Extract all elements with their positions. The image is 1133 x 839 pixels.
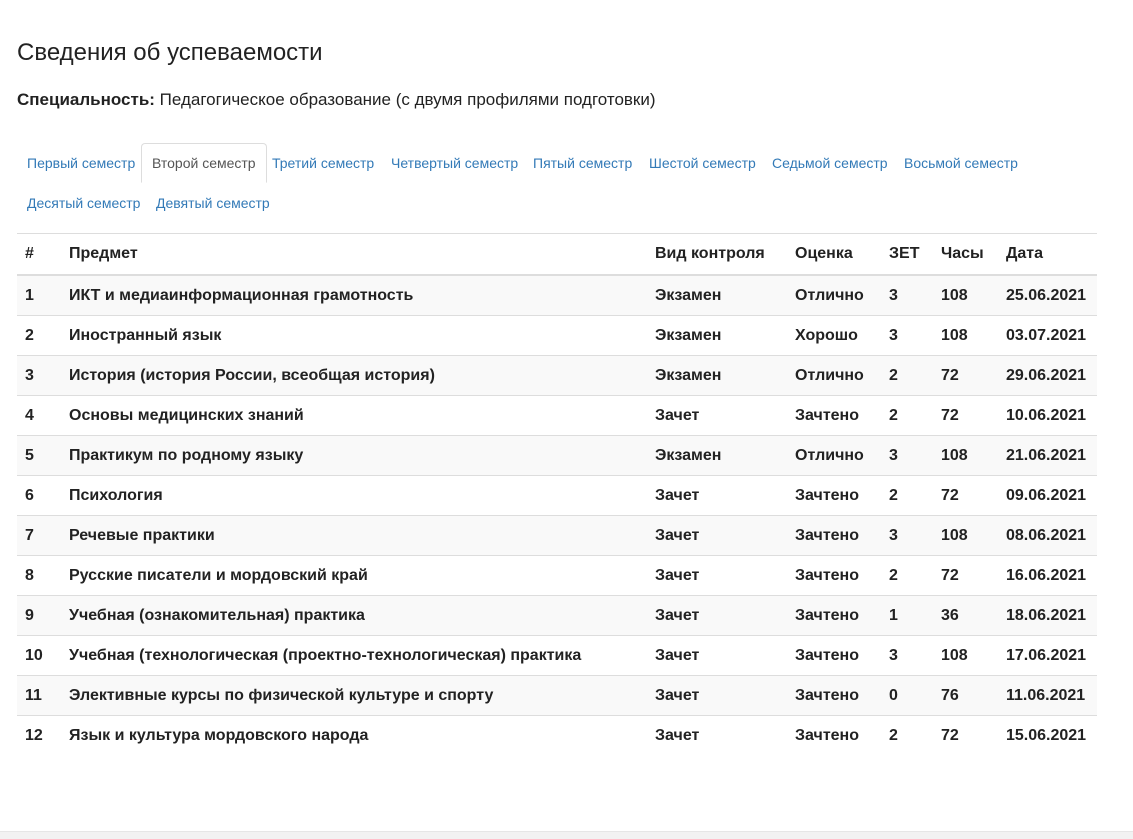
row-grade: Зачтено	[787, 676, 881, 716]
row-grade: Зачтено	[787, 396, 881, 436]
table-row	[17, 636, 1097, 676]
row-date: 03.07.2021	[998, 316, 1097, 356]
row-credits: 3	[881, 275, 933, 316]
row-credits: 2	[881, 356, 933, 396]
row-date: 17.06.2021	[998, 636, 1097, 676]
table-row	[17, 516, 1097, 556]
row-control-type: Зачет	[647, 516, 787, 556]
row-date: 09.06.2021	[998, 476, 1097, 516]
row-subject: Основы медицинских знаний	[61, 396, 647, 436]
row-control-type: Зачет	[647, 716, 787, 756]
row-grade: Отлично	[787, 436, 881, 476]
row-date: 15.06.2021	[998, 716, 1097, 756]
page-title: Сведения об успеваемости	[17, 39, 323, 66]
row-number: 6	[17, 476, 61, 516]
row-date: 10.06.2021	[998, 396, 1097, 436]
row-date: 21.06.2021	[998, 436, 1097, 476]
table-row	[17, 676, 1097, 716]
row-credits: 2	[881, 556, 933, 596]
row-date: 16.06.2021	[998, 556, 1097, 596]
row-number: 4	[17, 396, 61, 436]
row-date: 29.06.2021	[998, 356, 1097, 396]
row-date: 18.06.2021	[998, 596, 1097, 636]
table-row	[17, 275, 1097, 316]
row-control-type: Экзамен	[647, 356, 787, 396]
col-header-control-type: Вид контроля	[647, 234, 787, 276]
row-grade: Зачтено	[787, 596, 881, 636]
row-grade: Зачтено	[787, 476, 881, 516]
specialty-line	[17, 88, 656, 112]
row-subject: ИКТ и медиаинформационная грамотность	[61, 275, 647, 316]
row-hours: 36	[933, 596, 998, 636]
tab-semester-1[interactable]: Первый семестр	[27, 155, 136, 171]
row-control-type: Зачет	[647, 396, 787, 436]
row-credits: 0	[881, 676, 933, 716]
table-row	[17, 396, 1097, 436]
row-credits: 2	[881, 396, 933, 436]
tab-semester-8[interactable]: Восьмой семестр	[904, 155, 1018, 171]
row-hours: 72	[933, 716, 998, 756]
row-grade: Зачтено	[787, 556, 881, 596]
row-grade: Отлично	[787, 275, 881, 316]
row-number: 11	[17, 676, 61, 716]
row-number: 5	[17, 436, 61, 476]
row-control-type: Зачет	[647, 636, 787, 676]
row-credits: 2	[881, 716, 933, 756]
col-header-subject: Предмет	[61, 234, 647, 276]
row-number: 12	[17, 716, 61, 756]
row-hours: 72	[933, 476, 998, 516]
row-hours: 108	[933, 275, 998, 316]
specialty-label: Специальность:	[17, 90, 155, 109]
row-control-type: Экзамен	[647, 316, 787, 356]
row-grade: Отлично	[787, 356, 881, 396]
row-date: 08.06.2021	[998, 516, 1097, 556]
row-hours: 108	[933, 636, 998, 676]
row-subject: Иностранный язык	[61, 316, 647, 356]
row-control-type: Зачет	[647, 596, 787, 636]
row-grade: Зачтено	[787, 636, 881, 676]
row-control-type: Зачет	[647, 676, 787, 716]
row-date: 11.06.2021	[998, 676, 1097, 716]
row-grade: Хорошо	[787, 316, 881, 356]
col-header-number: #	[17, 234, 61, 276]
row-credits: 3	[881, 636, 933, 676]
row-subject: Учебная (ознакомительная) практика	[61, 596, 647, 636]
row-number: 3	[17, 356, 61, 396]
row-hours: 72	[933, 556, 998, 596]
row-hours: 108	[933, 436, 998, 476]
row-credits: 3	[881, 516, 933, 556]
col-header-credits: ЗЕТ	[881, 234, 933, 276]
table-row	[17, 436, 1097, 476]
row-subject: Речевые практики	[61, 516, 647, 556]
col-header-grade: Оценка	[787, 234, 881, 276]
table-row	[17, 476, 1097, 516]
row-subject: Элективные курсы по физической культуре и спорту	[61, 676, 647, 716]
table-row	[17, 316, 1097, 356]
row-grade: Зачтено	[787, 716, 881, 756]
row-hours: 108	[933, 316, 998, 356]
table-body	[17, 275, 1097, 755]
row-date: 25.06.2021	[998, 275, 1097, 316]
row-subject: Учебная (технологическая (проектно-технологическая) практика	[61, 636, 647, 676]
tab-semester-7[interactable]: Седьмой семестр	[772, 155, 888, 171]
row-subject: Язык и культура мордовского народа	[61, 716, 647, 756]
row-control-type: Зачет	[647, 556, 787, 596]
row-number: 1	[17, 275, 61, 316]
row-credits: 2	[881, 476, 933, 516]
table-row	[17, 356, 1097, 396]
row-credits: 3	[881, 316, 933, 356]
table-row	[17, 556, 1097, 596]
tab-semester-2[interactable]: Второй семестр	[141, 143, 267, 183]
tab-semester-9[interactable]: Девятый семестр	[156, 195, 270, 211]
row-subject: История (история России, всеобщая история)	[61, 356, 647, 396]
row-credits: 1	[881, 596, 933, 636]
specialty-value: Педагогическое образование (с двумя профилями подготовки)	[159, 90, 656, 109]
row-hours: 108	[933, 516, 998, 556]
row-subject: Практикум по родному языку	[61, 436, 647, 476]
row-control-type: Экзамен	[647, 436, 787, 476]
col-header-date: Дата	[998, 234, 1097, 276]
row-control-type: Зачет	[647, 476, 787, 516]
row-subject: Русские писатели и мордовский край	[61, 556, 647, 596]
tab-semester-3[interactable]: Третий семестр	[272, 155, 375, 171]
row-number: 8	[17, 556, 61, 596]
row-number: 2	[17, 316, 61, 356]
table-row	[17, 596, 1097, 636]
table-row	[17, 716, 1097, 756]
row-hours: 72	[933, 396, 998, 436]
row-control-type: Экзамен	[647, 275, 787, 316]
tab-semester-4[interactable]: Четвертый семестр	[391, 155, 519, 171]
row-credits: 3	[881, 436, 933, 476]
row-number: 7	[17, 516, 61, 556]
row-number: 10	[17, 636, 61, 676]
row-subject: Психология	[61, 476, 647, 516]
grades-table	[17, 233, 1097, 755]
footer-bar	[0, 831, 1133, 839]
row-number: 9	[17, 596, 61, 636]
tab-semester-6[interactable]: Шестой семестр	[649, 155, 756, 171]
table-header-row	[17, 234, 1097, 276]
col-header-hours: Часы	[933, 234, 998, 276]
row-hours: 72	[933, 356, 998, 396]
tab-semester-10[interactable]: Десятый семестр	[27, 195, 141, 211]
semester-tabs	[17, 143, 1097, 224]
row-hours: 76	[933, 676, 998, 716]
row-grade: Зачтено	[787, 516, 881, 556]
tab-semester-5[interactable]: Пятый семестр	[533, 155, 633, 171]
